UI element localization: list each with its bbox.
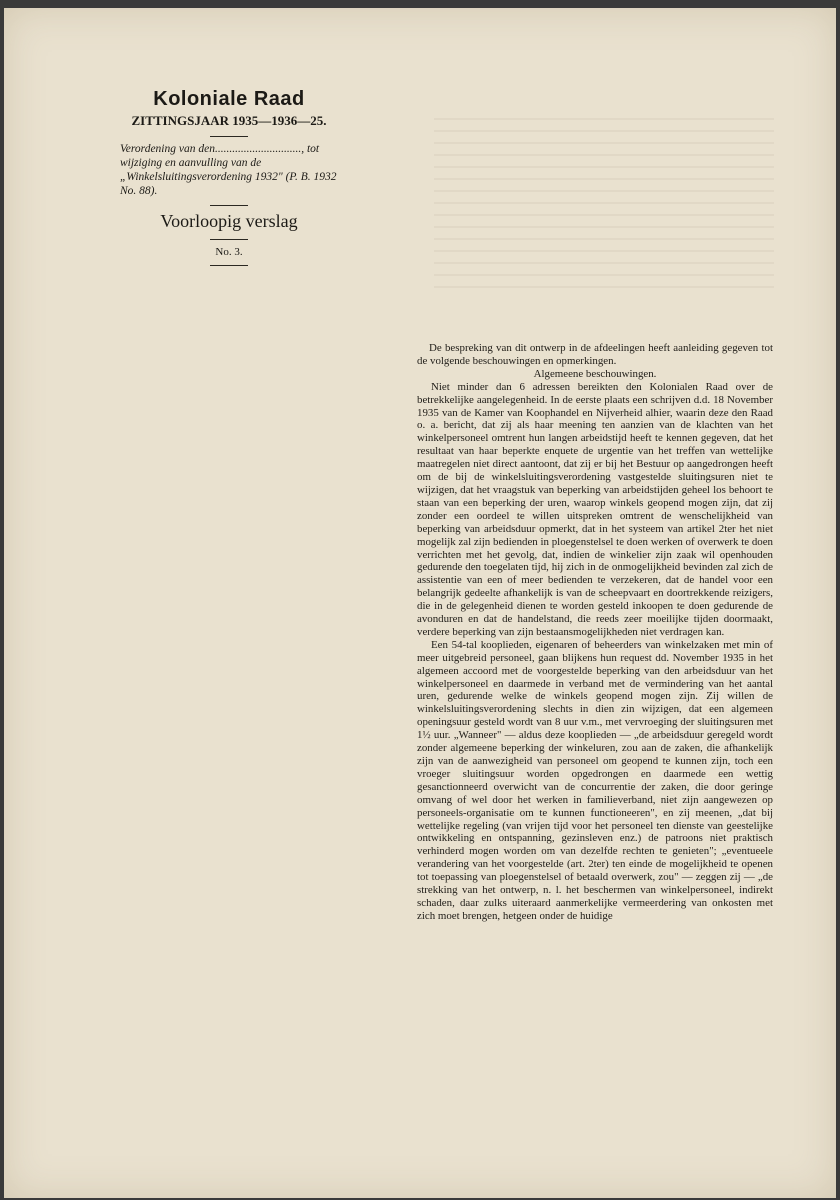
show-through-text: [434, 118, 774, 288]
session-year: ZITTINGSJAAR 1935—1936—25.: [131, 113, 327, 128]
report-body: [417, 342, 773, 923]
document-number: No. 3.: [215, 246, 243, 258]
council-title: Koloniale Raad: [153, 88, 305, 110]
body-paragraph: Niet minder dan 6 adressen bereikten den Kolonialen Raad over de betrekkelijke aangelegenheid. In de eerste plaats een schrijven d.d. 18 November 1935 van de Kamer van Koophandel en Nijverheid alhier, waarin deze den Raad o. a. bericht, dat zij als haar meening ten aanzien van de klachten van het winkelpersoneel omtrent hun langen arbeidstijd heeft te kennen gegeven, dat het resultaat van haar beperkte enquete de urgentie van het treffen van wettelijke maatregelen niet direct aantoont, dat zij er bij het Bestuur op aangedrongen heeft om de bij de winkelsluitingsverordening vastgestelde sluitingsuren niet te wijzigen, dat het vraagstuk van beperking van arbeidstijden geheel los behoort te staan van een beperking der uren, waarop winkels geopend mogen zijn, dat zij zonder een oordeel te willen uitspreken omtrent de wenschelijkheid van beperking van arbeidsduur opmerkt, dat in het systeem van artikel 2ter het niet mogelijk zal zijn bedienden in ploegenstelsel te doen werken of overwerk te doen verrichten met het gevolg, dat, indien de winkelier zijn zaak wil openhouden gedurende den toegelaten tijd, hij zich in de onmogelijkheid bevinden zal zich de assistentie van een of meer bedienden te verzekeren, dat de handel voor een belangrijk gedeelte afhankelijk is van de scheepvaart en doortrekkende reizigers, die in de gelegenheid dienen te worden gesteld inkoopen te doen gedurende de avonduren en dat de handelstand, die reeds zeer moeilijke tijden doormaakt, verdere beperking van zijn bestaansmogelijkheden niet verdragen kan.: [417, 380, 773, 638]
section-heading: Algemeene beschouwingen.: [533, 367, 657, 380]
divider: [210, 136, 248, 137]
document-page: [4, 8, 836, 1198]
body-paragraph: Een 54-tal kooplieden, eigenaren of beheerders van winkelzaken met min of meer uitgebreid personeel, gaan blijkens hun request dd. November 1935 in het algemeen accoord met de voorgestelde beperking van den arbeidsduur van het winkelpersoneel en daarmede in verband met de vermindering van het aantal uren, gedurende welke de winkels geopend mogen zijn. Zij willen de winkelsluitingsverordening slechts in dien zin wijzigen, dat een algemeen openingsuur gesteld wordt van 8 uur v.m., met vervroeging der sluitingsuren met 1½ uur. „Wanneer" — aldus deze kooplieden — „de arbeidsduur geregeld wordt zonder algemeene beperking der winkeluren, zou aan de zaken, die afhankelijk zijn van de aanwezigheid van personeel om geopend te kunnen zijn, toch een vroeger sluitingsuur worden opgedrongen en daarmede een wettig gesanctionneerd overwicht van de concurrentie der zaken, die door geringe omvang of wel door het werken in familieverband, niet zijn aangewezen op personeels-organisatie om te kunnen functioneeren", en zij meenen, „dat bij wettelijke regeling (van vrijen tijd voor het personeel ten dienste van geestelijke ontwikkeling en ontspanning, gezinsleven enz.) de patroons niet praktisch verhinderd mogen worden om van dezelfde rechten te genieten"; „eventueele verandering van het voorgestelde (art. 2ter) ten einde de mogelijkheid te openen tot toepassing van ploegenstelsel of betaald overwerk, zou" — zeggen zij — „de strekking van het ontwerp, n. l. het beschermen van winkelpersoneel, indirekt schaden, daar zulks uiteraard aanmerkelijke vermeerdering van onkosten met zich moet brengen, hetgeen onder de huidige: [417, 638, 773, 922]
divider: [210, 239, 248, 240]
divider: [210, 265, 248, 266]
ordinance-description: Verordening van den.............................., tot wijziging en aanvulling van de „Winkelsluitingsverordening 1932" (P. B. 1932 No. 88).: [120, 143, 337, 197]
document-header: [114, 88, 344, 271]
divider: [210, 205, 248, 206]
intro-paragraph: De bespreking van dit ontwerp in de afdeelingen heeft aanleiding gegeven tot de volgende beschouwingen en opmerkingen.: [417, 342, 773, 367]
report-title: Voorloopig verslag: [160, 211, 298, 231]
